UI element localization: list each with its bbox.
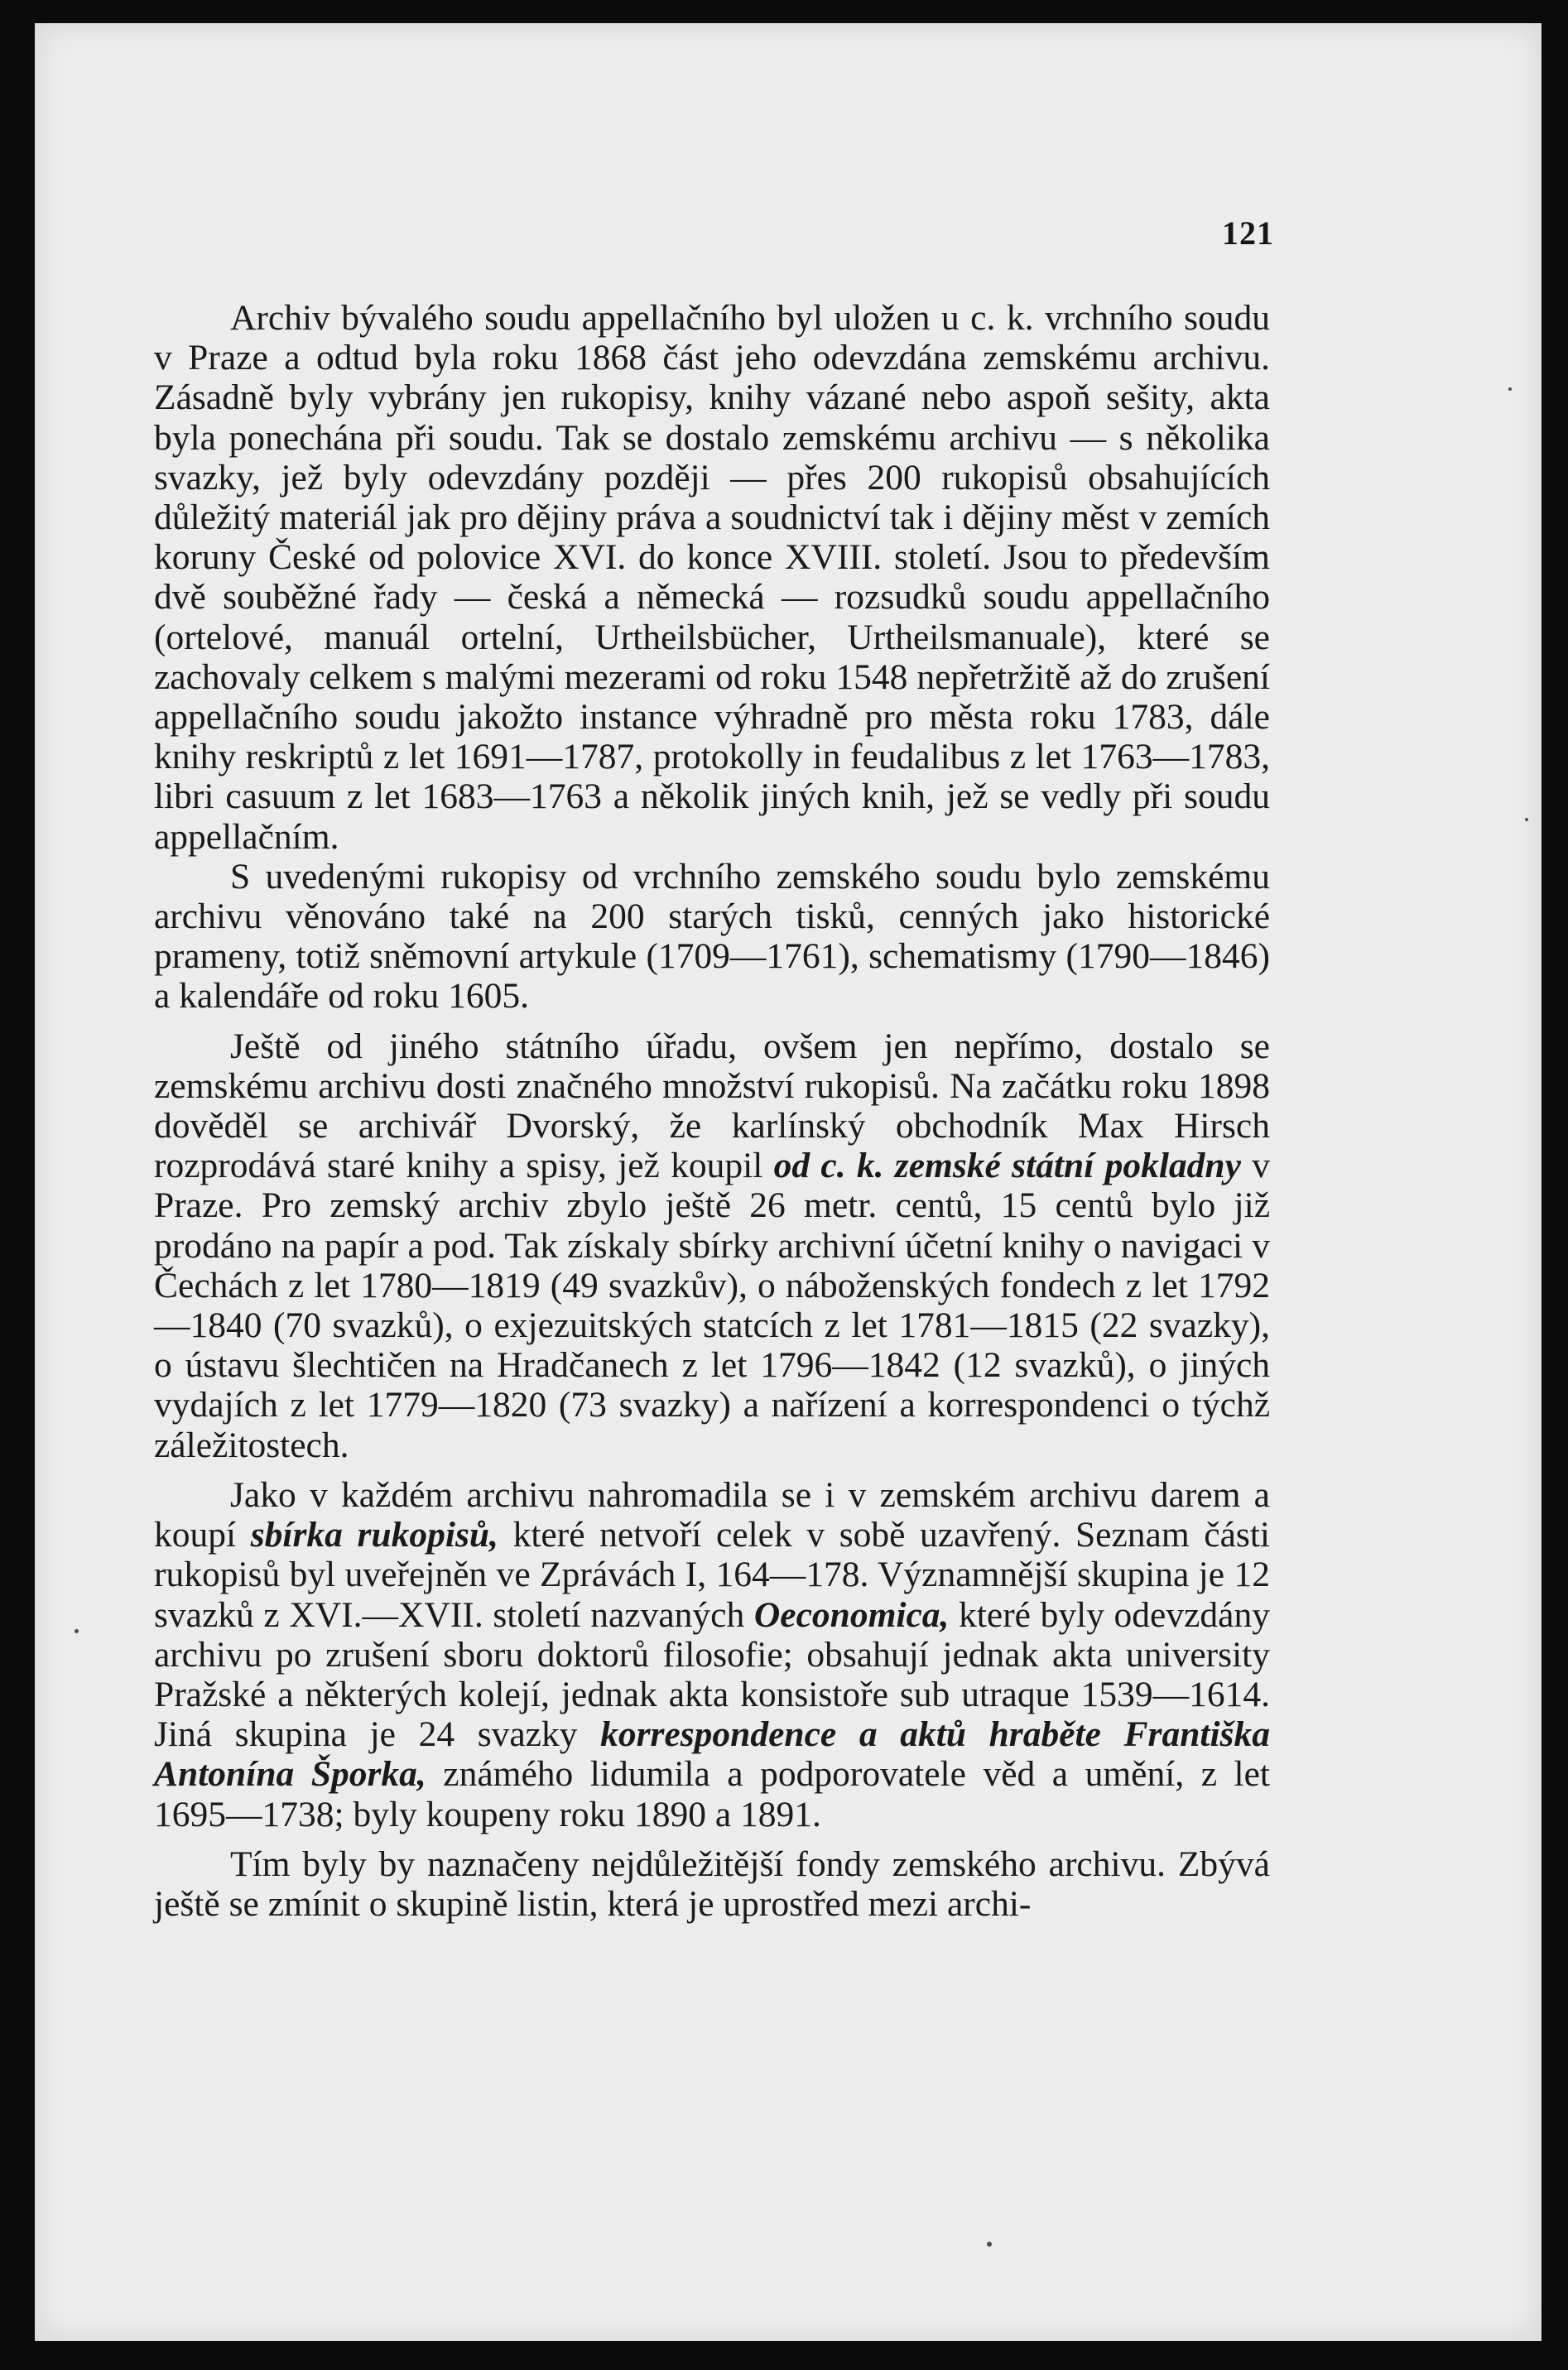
- text-run: S uvedenými rukopisy od vrchního zemského soudu bylo zemskému archivu věnováno také na 200 starých tisků, cenných jako historické prameny, totiž sněmovní artykule (1709—1761), schematismy (1790—1846) a kalendáře od roku 1605.: [154, 856, 1270, 1017]
- paper-speck: [1525, 818, 1528, 821]
- text-run: známého lidumila a podporovatele věd a umění, z let 1695—1738; byly koupeny roku 1890 a 1891.: [154, 1754, 1271, 1834]
- paper-speck: [987, 2242, 992, 2247]
- page-number: 121: [1222, 214, 1274, 252]
- body-text: [154, 298, 1270, 1924]
- paper-speck: [1508, 387, 1512, 391]
- paragraph-appellate-court-archive: [154, 298, 1270, 857]
- paper-speck: [75, 1629, 79, 1633]
- paragraph-old-prints: [154, 857, 1270, 1017]
- text-run: Archiv bývalého soudu appellačního byl uložen u c. k. vrchního soudu v Praze a odtud byla roku 1868 část jeho odevzdána zemskému archivu. Zásadně byly vybrány jen rukopisy, knihy vázané nebo aspoň sešity, akta byla ponechána při soudu. Tak se dostalo zemskému archivu — s několika svazky, jež byly odevzdány později — přes 200 rukopisů obsahujících důležitý materiál jak pro dějiny práva a soudnictví tak i dějiny měst v zemích koruny České od polovice XVI. do konce XVIII. století. Jsou to především dvě souběžné řady — česká a německá — rozsudků soudu appellačního (ortelové, manuál ortelní, Urtheilsbücher, Urtheilsmanuale), které se zachovaly celkem s malými mezerami od roku 1548 nepřetržitě až do zrušení appellačního soudu jakožto instance výhradně pro města roku 1783, dále knihy reskriptů z let 1691—1787, protokolly in feudalibus z let 1763—1783, libri casuum z let 1683—1763 a několik jiných knih, jež se vedly při soudu appellačním.: [154, 298, 1270, 857]
- paragraph-conclusion: [154, 1844, 1270, 1924]
- emphasized-phrase: sbírka rukopisů,: [250, 1515, 498, 1555]
- text-run: Ještě od jiného státního úřadu, ovšem jen nepřímo, dostalo se zemskému archivu dosti značného množství rukopisů. Na začátku roku 1898 dověděl se archivář Dvorský, že karlínský obchodník Max Hirsch rozprodává staré knihy a spisy, jež koupil: [154, 1026, 1270, 1186]
- emphasized-phrase: Oeconomica,: [753, 1594, 950, 1635]
- text-run: které netvoří celek v sobě uzavřený. Seznam části rukopisů byl uveřejněn ve Zprávách I, 164—178. Významnější skupina je 12 svazků z XVI.—XVII. století nazvaných: [154, 1515, 1270, 1635]
- paragraph-manuscript-collection: [154, 1475, 1270, 1834]
- emphasized-phrase: od c. k. zemské státní pokladny: [773, 1146, 1241, 1186]
- paragraph-state-treasury-manuscripts: [154, 1026, 1270, 1465]
- text-run: Tím byly by naznačeny nejdůležitější fondy zemského archivu. Zbývá ještě se zmínit o skupině listin, která je uprostřed mezi archi-: [154, 1844, 1270, 1924]
- text-run: které byly odevzdány archivu po zrušení sboru doktorů filosofie; obsahují jednak akta university Pražské a některých kolejí, jednak akta konsistoře sub utraque 1539—1614. Jiná skupina je 24 svazky: [154, 1594, 1270, 1755]
- text-run: Jako v každém archivu nahromadila se i v zemském archivu darem a koupí: [154, 1474, 1270, 1555]
- emphasized-phrase: korrespondence a aktů hraběte Františka Antonína Šporka,: [154, 1714, 1270, 1795]
- text-run: v Praze. Pro zemský archiv zbylo ještě 26 metr. centů, 15 centů bylo již prodáno na papír a pod. Tak získaly sbírky archivní účetní knihy o navigaci v Čechách z let 1780—1819 (49 svazkův), o náboženských fondech z let 1792—1840 (70 svazků), o exjezuitských statcích z let 1781—1815 (22 svazky), o ústavu šlechtičen na Hradčanech z let 1796—1842 (12 svazků), o jiných vydajích z let 1779—1820 (73 svazky) a nařízení a korrespondenci o týchž záležitostech.: [154, 1146, 1270, 1465]
